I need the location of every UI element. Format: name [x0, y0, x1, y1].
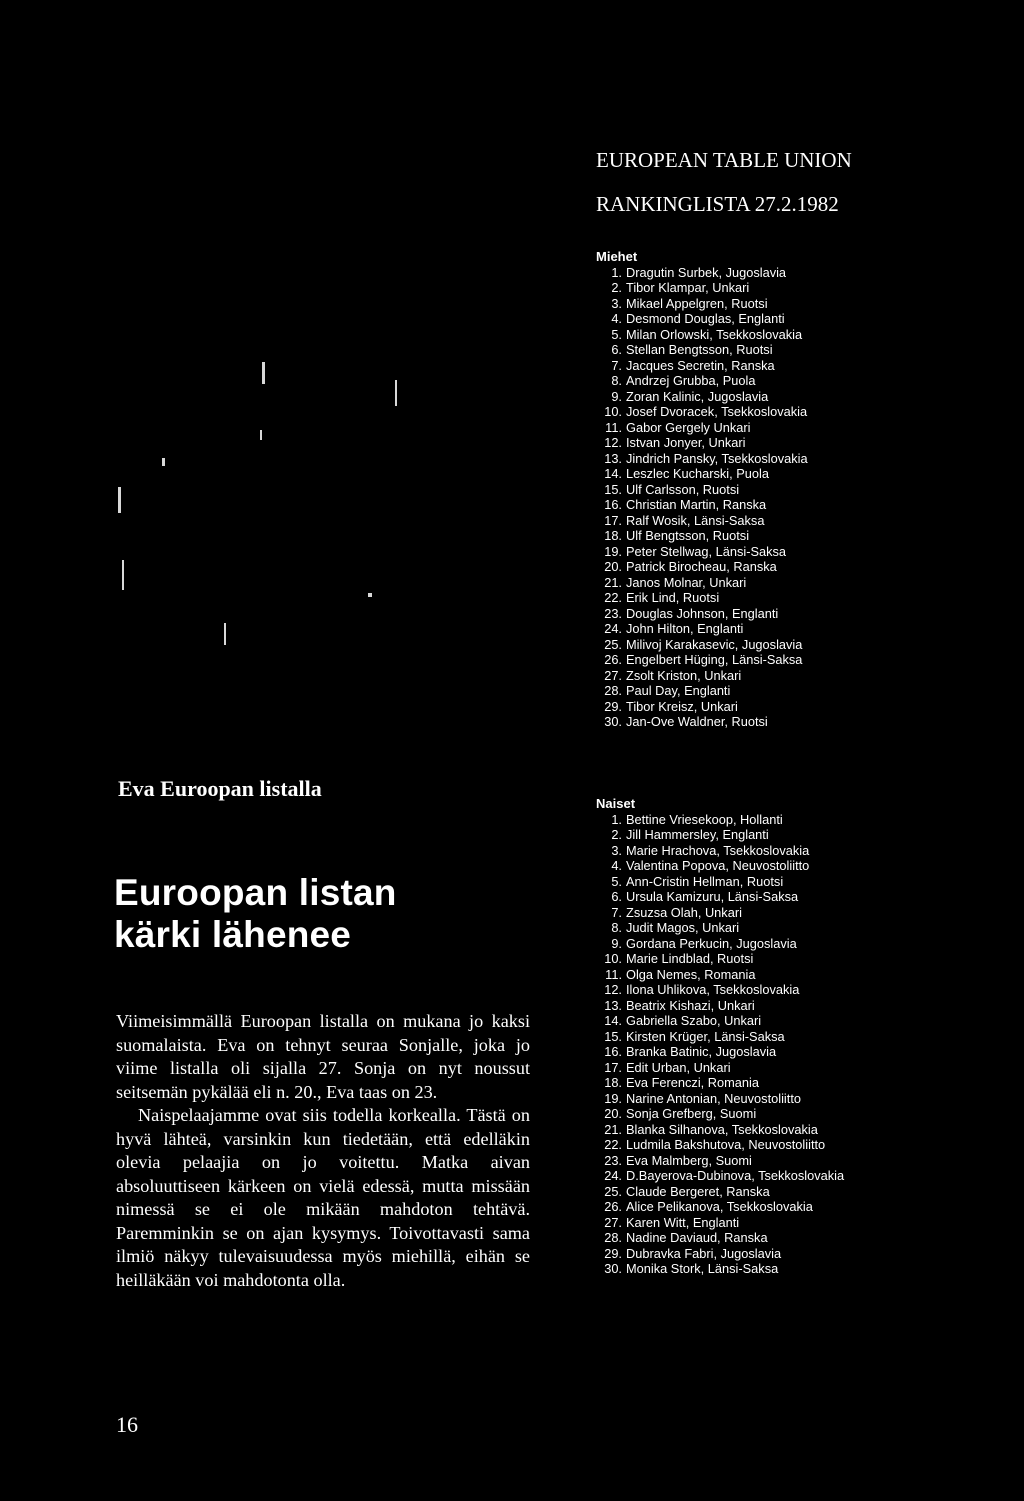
rank-number: 10. — [604, 404, 622, 419]
women-heading: Naiset — [596, 796, 636, 811]
list-item — [596, 1168, 844, 1184]
list-item — [596, 358, 808, 374]
player-name: Ludmila Bakshutova, Neuvostoliitto — [626, 1137, 826, 1152]
rank-number: 11. — [605, 966, 622, 982]
list-item — [596, 265, 808, 281]
list-item — [596, 827, 844, 843]
list-item — [596, 1029, 844, 1045]
player-name: Eva Ferenczi, Romania — [626, 1075, 759, 1090]
rank-number: 3. — [611, 295, 622, 311]
page-number: 16 — [116, 1412, 138, 1437]
list-item — [596, 621, 808, 637]
rank-number: 26. — [604, 652, 622, 667]
player-name: Zoran Kalinic, Jugoslavia — [626, 388, 769, 404]
article-body — [116, 1010, 530, 1292]
rank-number: 27. — [604, 667, 622, 683]
rank-number: 7. — [611, 904, 622, 920]
player-name: John Hilton, Englanti — [626, 621, 744, 636]
rank-number: 4. — [611, 858, 622, 873]
list-item — [596, 637, 808, 653]
list-item — [596, 327, 808, 343]
player-name: Dragutin Surbek, Jugoslavia — [626, 264, 787, 280]
player-name: Jacques Secretin, Ranska — [626, 357, 775, 373]
list-item — [596, 982, 844, 998]
player-name: Alice Pelikanova, Tsekkoslovakia — [626, 1199, 813, 1214]
article-paragraph-1: Viimeisimmällä Euroopan listalla on mukana jo kaksi suomalaista. Eva on tehnyt seuraa Sonjalle, joka jo viime listalla oli sijalla 27. Sonja on nyt noussut seitsemän pykälää eli n. 20., Eva taas on 23. — [116, 1011, 530, 1102]
list-item — [596, 528, 808, 544]
player-name: Karen Witt, Englanti — [626, 1214, 740, 1230]
player-name: Ulf Bengtsson, Ruotsi — [626, 528, 750, 543]
list-item — [596, 967, 844, 983]
player-name: Marie Hrachova, Tsekkoslovakia — [626, 842, 810, 858]
rank-number: 30. — [604, 1261, 622, 1276]
player-name: Janos Molnar, Unkari — [626, 574, 747, 590]
player-name: Monika Stork, Länsi-Saksa — [626, 1261, 779, 1276]
player-name: Josef Dvoracek, Tsekkoslovakia — [626, 404, 808, 419]
rank-number: 7. — [611, 357, 622, 373]
list-item — [596, 420, 808, 436]
rank-number: 19. — [604, 1090, 622, 1106]
rank-number: 12. — [604, 982, 622, 997]
list-item — [596, 1246, 844, 1262]
list-item — [596, 951, 844, 967]
article-paragraph-2: Naispelaajamme ovat siis todella korkealla. Tästä on hyvä lähteä, varsinkin kun tiedetään, että edelläkin olevia pelaajia on jo voitettu. Matka aivan absoluuttiseen kärkeen on vielä edessä, mutta missään nimessä se ei ole mikään mahdoton tehtävä. Paremminkin se on ajan kysymys. Toivottavasti sama ilmiö näkyy tulevaisuudessa myös miehillä, eihän se heilläkään voi mahdotonta olla. — [116, 1105, 530, 1290]
rank-number: 6. — [611, 889, 622, 904]
women-ranking — [596, 796, 844, 1277]
rank-number: 18. — [604, 528, 622, 543]
player-name: D.Bayerova-Dubinova, Tsekkoslovakia — [626, 1168, 845, 1183]
player-name: Milan Orlowski, Tsekkoslovakia — [626, 326, 803, 342]
list-item — [596, 497, 808, 513]
player-name: Beatrix Kishazi, Unkari — [626, 997, 755, 1013]
rank-number: 16. — [604, 1044, 622, 1059]
player-name: Ulf Carlsson, Ruotsi — [626, 481, 740, 497]
list-item — [596, 513, 808, 529]
list-item — [596, 559, 808, 575]
list-item — [596, 296, 808, 312]
list-item — [596, 1215, 844, 1231]
rank-number: 4. — [611, 311, 622, 326]
photo-highlight — [224, 623, 226, 645]
list-item — [596, 1261, 844, 1277]
rank-number: 2. — [611, 827, 622, 842]
rank-number: 28. — [604, 1230, 622, 1245]
list-item — [596, 1230, 844, 1246]
rank-number: 30. — [604, 714, 622, 729]
list-item — [596, 575, 808, 591]
player-name: Zsolt Kriston, Unkari — [626, 667, 742, 683]
men-ranking — [596, 249, 808, 730]
player-name: Olga Nemes, Romania — [626, 966, 756, 982]
player-name: Tibor Klampar, Unkari — [626, 280, 750, 295]
rank-number: 11. — [605, 419, 622, 435]
player-name: Patrick Birocheau, Ranska — [626, 559, 777, 574]
list-item — [596, 1137, 844, 1153]
rank-number: 3. — [611, 842, 622, 858]
player-name: Jill Hammersley, Englanti — [626, 827, 769, 842]
rank-number: 8. — [611, 920, 622, 935]
rank-number: 20. — [604, 559, 622, 574]
player-name: Gordana Perkucin, Jugoslavia — [626, 935, 797, 951]
list-item — [596, 1199, 844, 1215]
rank-number: 9. — [611, 388, 622, 404]
rank-number: 23. — [604, 605, 622, 621]
list-item — [596, 905, 844, 921]
player-name: Stellan Bengtsson, Ruotsi — [626, 342, 773, 357]
list-item — [596, 1106, 844, 1122]
rank-number: 14. — [604, 466, 622, 481]
photo-highlight — [395, 380, 397, 406]
player-name: Dubravka Fabri, Jugoslavia — [626, 1245, 782, 1261]
list-item — [596, 699, 808, 715]
rank-number: 22. — [604, 1137, 622, 1152]
rank-number: 17. — [604, 1059, 622, 1075]
player-name: Sonja Grefberg, Suomi — [626, 1106, 757, 1121]
player-name: Desmond Douglas, Englanti — [626, 311, 785, 326]
rank-number: 19. — [604, 543, 622, 559]
list-item — [596, 812, 844, 828]
photo-highlight — [162, 458, 165, 466]
player-name: Milivoj Karakasevic, Jugoslavia — [626, 636, 803, 652]
player-name: Peter Stellwag, Länsi-Saksa — [626, 543, 787, 559]
photo-highlight — [262, 362, 265, 384]
rank-number: 14. — [604, 1013, 622, 1028]
player-name: Valentina Popova, Neuvostoliitto — [626, 858, 810, 873]
list-item — [596, 404, 808, 420]
list-item — [596, 451, 808, 467]
list-item — [596, 544, 808, 560]
rank-number: 21. — [604, 1121, 622, 1137]
list-item — [596, 389, 808, 405]
rank-number: 12. — [604, 435, 622, 450]
rank-number: 8. — [611, 373, 622, 388]
article-headline — [114, 872, 397, 956]
photo-highlight — [122, 560, 124, 590]
player-name: Paul Day, Englanti — [626, 683, 731, 698]
list-item — [596, 714, 808, 730]
list-item — [596, 1184, 844, 1200]
player-name: Bettine Vriesekoop, Hollanti — [626, 811, 783, 827]
rank-number: 1. — [611, 264, 622, 280]
headline-line-1: Euroopan listan — [114, 872, 397, 913]
rank-number: 20. — [604, 1106, 622, 1121]
headline-line-2: kärki lähenee — [114, 914, 352, 955]
rank-number: 27. — [604, 1214, 622, 1230]
rank-number: 23. — [604, 1152, 622, 1168]
list-item — [596, 1153, 844, 1169]
list-item — [596, 998, 844, 1014]
rank-number: 15. — [604, 481, 622, 497]
ranking-title: EUROPEAN TABLE UNION — [596, 148, 852, 172]
rank-number: 5. — [611, 873, 622, 889]
men-heading: Miehet — [596, 249, 638, 264]
rank-number: 22. — [604, 590, 622, 605]
list-item — [596, 668, 808, 684]
player-name: Narine Antonian, Neuvostoliitto — [626, 1090, 801, 1106]
player-name: Jan-Ove Waldner, Ruotsi — [626, 714, 768, 729]
rank-number: 29. — [604, 698, 622, 714]
list-item — [596, 1060, 844, 1076]
player-name: Engelbert Hüging, Länsi-Saksa — [626, 652, 803, 667]
list-item — [596, 874, 844, 890]
player-name: Christian Martin, Ranska — [626, 497, 767, 512]
rank-number: 10. — [604, 951, 622, 966]
rank-number: 1. — [611, 811, 622, 827]
list-item — [596, 1075, 844, 1091]
player-name: Ilona Uhlikova, Tsekkoslovakia — [626, 982, 800, 997]
photo-caption: Eva Euroopan listalla — [118, 776, 322, 801]
player-name: Marie Lindblad, Ruotsi — [626, 951, 754, 966]
list-item — [596, 1013, 844, 1029]
rank-number: 17. — [604, 512, 622, 528]
rank-number: 26. — [604, 1199, 622, 1214]
ranking-subtitle: RANKINGLISTA 27.2.1982 — [596, 192, 839, 216]
list-item — [596, 1122, 844, 1138]
player-name: Edit Urban, Unkari — [626, 1059, 731, 1075]
rank-number: 29. — [604, 1245, 622, 1261]
list-item — [596, 342, 808, 358]
rank-number: 16. — [604, 497, 622, 512]
rank-number: 25. — [604, 636, 622, 652]
rank-number: 13. — [604, 450, 622, 466]
list-item — [596, 482, 808, 498]
rank-number: 5. — [611, 326, 622, 342]
list-item — [596, 606, 808, 622]
list-item — [596, 920, 844, 936]
photo-highlight — [118, 487, 121, 513]
player-name: Nadine Daviaud, Ranska — [626, 1230, 768, 1245]
list-item — [596, 280, 808, 296]
player-name: Ann-Cristin Hellman, Ruotsi — [626, 873, 784, 889]
player-name: Blanka Silhanova, Tsekkoslovakia — [626, 1121, 818, 1137]
player-name: Judit Magos, Unkari — [626, 920, 740, 935]
list-item — [596, 311, 808, 327]
player-name: Istvan Jonyer, Unkari — [626, 435, 746, 450]
rank-number: 24. — [604, 621, 622, 636]
player-name: Erik Lind, Ruotsi — [626, 590, 720, 605]
player-name: Jindrich Pansky, Tsekkoslovakia — [626, 450, 808, 466]
women-list — [596, 812, 844, 1277]
player-name: Gabriella Szabo, Unkari — [626, 1013, 762, 1028]
rank-number: 21. — [604, 574, 622, 590]
rank-number: 15. — [604, 1028, 622, 1044]
rank-number: 28. — [604, 683, 622, 698]
player-name: Tibor Kreisz, Unkari — [626, 698, 738, 714]
list-item — [596, 936, 844, 952]
player-name: Kirsten Krüger, Länsi-Saksa — [626, 1028, 785, 1044]
player-name: Claude Bergeret, Ranska — [626, 1183, 770, 1199]
player-name: Leszlec Kucharski, Puola — [626, 466, 769, 481]
rank-number: 9. — [611, 935, 622, 951]
player-name: Gabor Gergely Unkari — [626, 419, 751, 435]
list-item — [596, 858, 844, 874]
player-name: Douglas Johnson, Englanti — [626, 605, 779, 621]
list-item — [596, 652, 808, 668]
list-item — [596, 590, 808, 606]
photo-highlight — [368, 593, 372, 597]
list-item — [596, 435, 808, 451]
rank-number: 24. — [604, 1168, 622, 1183]
list-item — [596, 466, 808, 482]
rank-number: 25. — [604, 1183, 622, 1199]
rank-number: 13. — [604, 997, 622, 1013]
player-name: Ursula Kamizuru, Länsi-Saksa — [626, 889, 799, 904]
list-item — [596, 683, 808, 699]
rank-number: 6. — [611, 342, 622, 357]
article-photo — [0, 0, 560, 760]
list-item — [596, 1091, 844, 1107]
list-item — [596, 373, 808, 389]
rank-number: 18. — [604, 1075, 622, 1090]
list-item — [596, 1044, 844, 1060]
player-name: Zsuzsa Olah, Unkari — [626, 904, 742, 920]
player-name: Branka Batinic, Jugoslavia — [626, 1044, 777, 1059]
player-name: Andrzej Grubba, Puola — [626, 373, 756, 388]
list-item — [596, 889, 844, 905]
rank-number: 2. — [611, 280, 622, 295]
men-list — [596, 265, 808, 730]
player-name: Eva Malmberg, Suomi — [626, 1152, 752, 1168]
player-name: Ralf Wosik, Länsi-Saksa — [626, 512, 765, 528]
photo-highlight — [260, 430, 262, 440]
list-item — [596, 843, 844, 859]
player-name: Mikael Appelgren, Ruotsi — [626, 295, 768, 311]
